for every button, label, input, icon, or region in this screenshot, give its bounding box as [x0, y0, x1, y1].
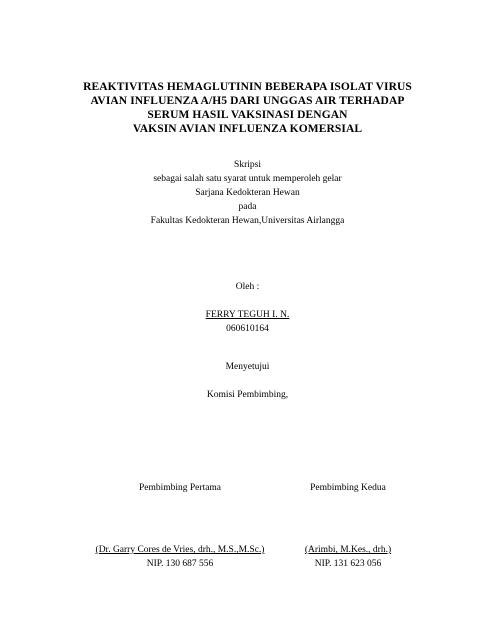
title-line-1: REAKTIVITAS HEMAGLUTININ BEBERAPA ISOLAT VIRUS [83, 81, 412, 93]
by-label: Oleh : [235, 282, 260, 292]
supervisor-2-signature-block [258, 543, 438, 571]
author-block [0, 280, 495, 294]
title-line-4: VAKSIN AVIAN INFLUENZA KOMERSIAL [132, 123, 363, 135]
supervisor-2-role-wrap [258, 481, 438, 495]
supervisor-2-nip: NIP. 131 623 056 [314, 559, 382, 569]
description-line-5: Fakultas Kedokteran Hewan,Universitas Airlangga [150, 216, 345, 226]
author-name: FERRY TEGUH I. N. [205, 310, 290, 320]
thesis-description [0, 158, 495, 228]
approval-label: Menyetujui [225, 362, 270, 372]
title-line-3: SERUM HASIL VAKSINASI DENGAN [147, 109, 348, 121]
title-line-2: AVIAN INFLUENZA A/H5 DARI UNGGAS AIR TERHADAP [90, 95, 405, 107]
supervisor-1-role: Pembimbing Pertama [138, 483, 222, 493]
supervisor-2-name: (Arimbi, M.Kes., drh.) [304, 545, 392, 555]
description-line-3: Sarjana Kedokteran Hewan [195, 188, 300, 198]
description-line-1: Skripsi [234, 160, 261, 170]
author-id: 060610164 [226, 324, 269, 334]
thesis-title [0, 80, 495, 136]
supervisor-1-nip: NIP. 130 687 556 [146, 559, 214, 569]
supervisor-1-role-wrap [80, 481, 280, 495]
description-line-2: sebagai salah satu syarat untuk memperoleh gelar [153, 174, 342, 184]
description-line-4: pada [238, 202, 257, 212]
author-details [0, 308, 495, 336]
supervisor-2-role: Pembimbing Kedua [310, 483, 386, 493]
supervisor-1-name: (Dr. Garry Cores de Vries, drh., M.S.,M.Sc.) [95, 545, 265, 555]
committee-label: Komisi Pembimbing, [206, 390, 289, 400]
